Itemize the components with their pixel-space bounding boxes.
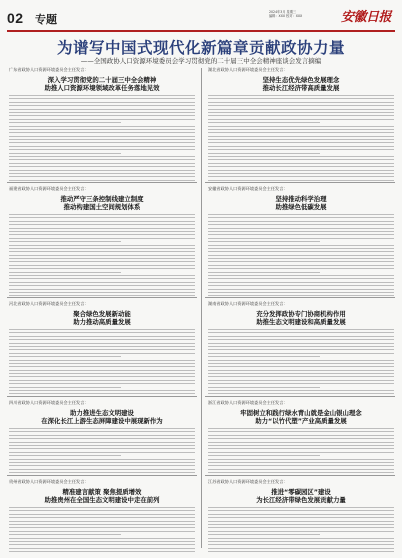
body-text-line — [9, 339, 195, 340]
headline-line: 坚持推动科学治理 — [275, 195, 327, 203]
body-text-line — [208, 142, 394, 143]
body-text-line — [208, 459, 394, 460]
body-text-line — [208, 105, 394, 106]
body-text-line — [9, 136, 195, 137]
article-body — [9, 214, 195, 296]
article-divider — [205, 182, 395, 183]
body-text-line — [9, 452, 195, 453]
headline-line: 为长江经济带绿色发展贡献力量 — [256, 496, 346, 504]
headline-line: 助推贵州在全国生态文明建设中走在前列 — [44, 496, 160, 504]
headline-line: 助推生态文明建设和高质量发展 — [256, 318, 346, 326]
body-text-line — [208, 472, 394, 473]
body-text-line — [208, 136, 394, 137]
body-text-line — [208, 383, 394, 384]
body-text-line — [9, 105, 195, 106]
body-text-line — [208, 98, 394, 99]
article-byline: 福建省政协人口资源环境委员会主任发言： — [9, 186, 89, 191]
body-text-line — [9, 241, 121, 242]
body-text-line — [208, 465, 394, 466]
body-text-line — [9, 442, 195, 443]
body-text-line — [9, 245, 195, 246]
body-text-line — [208, 521, 394, 522]
article-byline: 浙江省政协人口资源环境委员会主任发言： — [208, 400, 288, 405]
body-text-line — [208, 126, 394, 127]
body-text-line — [208, 176, 394, 177]
body-text-line — [9, 228, 195, 229]
body-text-line — [9, 102, 195, 103]
body-text-line — [208, 102, 394, 103]
body-text-line — [208, 349, 394, 350]
body-text-line — [208, 363, 394, 364]
body-text-line — [208, 332, 394, 333]
body-text-line — [9, 173, 195, 174]
body-text-line — [9, 292, 195, 293]
body-text-line — [208, 129, 394, 130]
body-text-line — [208, 524, 394, 525]
body-text-line — [9, 159, 195, 160]
body-text-line — [208, 541, 394, 542]
body-text-line — [208, 109, 394, 110]
article-body — [208, 95, 394, 181]
headline-line: 推动严守三条控制线建立制度 — [60, 195, 144, 203]
headline-line: 坚持生态优先绿色发展理念 — [262, 76, 340, 84]
body-text-line — [9, 343, 195, 344]
body-text-line — [9, 353, 195, 354]
body-text-line — [208, 272, 320, 273]
article-byline: 四川省政协人口资源环境委员会主任发言： — [9, 400, 89, 405]
body-text-line — [208, 360, 394, 361]
article-byline: 湖南省政协人口资源环境委员会主任发言： — [208, 301, 288, 306]
article-byline: 湖北省政协人口资源环境委员会主任发言： — [208, 67, 288, 72]
body-text-line — [9, 445, 195, 446]
body-text-line — [9, 119, 195, 120]
body-text-line — [208, 132, 394, 133]
body-text-line — [9, 336, 195, 337]
article — [208, 301, 394, 397]
body-text-line — [9, 146, 195, 147]
section-name: 专题 — [35, 13, 57, 26]
body-text-line — [208, 336, 394, 337]
body-text-line — [9, 224, 195, 225]
body-text-line — [9, 95, 195, 96]
body-text-line — [9, 538, 195, 539]
article-body — [208, 329, 394, 394]
body-text-line — [208, 122, 320, 123]
body-text-line — [9, 217, 195, 218]
body-text-line — [9, 258, 195, 259]
article — [208, 479, 394, 554]
headline-line: 深入学习贯彻党的二十届三中全会精神 — [47, 76, 157, 84]
body-text-line — [208, 343, 394, 344]
headline-line: 聚合绿色发展新动能 — [73, 310, 131, 318]
article-headline — [9, 409, 195, 425]
body-text-line — [208, 156, 394, 157]
body-text-line — [9, 248, 195, 249]
article-divider — [205, 297, 395, 298]
body-text-line — [9, 163, 195, 164]
body-text-line — [9, 393, 195, 394]
body-text-line — [208, 173, 394, 174]
headline-line: 助推人口资源环境领域改革任务落地见效 — [44, 84, 160, 92]
article — [208, 67, 394, 183]
article-byline: 安徽省政协人口资源环境委员会主任发言： — [208, 186, 288, 191]
body-text-line — [9, 332, 195, 333]
body-text-line — [208, 393, 394, 394]
body-text-line — [208, 159, 394, 160]
body-text-line — [9, 376, 195, 377]
body-text-line — [9, 380, 195, 381]
headline-line: 在深化长江上游生态屏障建设中展现新作为 — [41, 417, 163, 425]
article-divider — [7, 475, 197, 476]
body-text-line — [9, 507, 195, 508]
body-text-line — [9, 510, 195, 511]
body-text-line — [9, 221, 195, 222]
page-subtitle: ——全国政协人口资源环境委员会学习贯彻党的二十届三中全会精神座谈会发言摘编 — [80, 57, 322, 65]
body-text-line — [9, 370, 195, 371]
body-text-line — [9, 551, 195, 552]
body-text-line — [9, 541, 195, 542]
body-text-line — [208, 228, 394, 229]
headline-line: 助力“以竹代塑”产业高质量发展 — [255, 417, 347, 425]
article-divider — [7, 182, 197, 183]
body-text-line — [9, 255, 195, 256]
body-text-line — [9, 387, 121, 388]
body-text-line — [208, 376, 394, 377]
article — [9, 186, 195, 299]
body-text-line — [9, 214, 195, 215]
body-text-line — [208, 285, 394, 286]
headline-line: 助力推动高质量发展 — [73, 318, 131, 326]
body-text-line — [9, 126, 195, 127]
article-body — [9, 329, 195, 394]
body-text-line — [9, 234, 195, 235]
body-text-line — [9, 521, 195, 522]
header-meta-line: 编辑：XXX 校对：XXX — [269, 14, 303, 19]
body-text-line — [208, 217, 394, 218]
body-text-line — [208, 538, 394, 539]
body-text-line — [208, 255, 394, 256]
body-text-line — [208, 517, 394, 518]
body-text-line — [9, 383, 195, 384]
body-text-line — [208, 292, 394, 293]
article-body — [9, 95, 195, 181]
headline-line: 助推绿色低碳发展 — [275, 203, 327, 211]
body-text-line — [208, 548, 394, 549]
article-headline — [208, 409, 394, 425]
body-text-line — [208, 346, 394, 347]
body-text-line — [208, 462, 394, 463]
article-divider — [7, 396, 197, 397]
body-text-line — [208, 469, 394, 470]
body-text-line — [208, 329, 394, 330]
body-text-line — [208, 431, 394, 432]
body-text-line — [9, 261, 195, 262]
body-text-line — [9, 360, 195, 361]
body-text-line — [9, 272, 121, 273]
article-headline — [208, 488, 394, 504]
article-divider — [205, 396, 395, 397]
header-meta-line: 2024年3月 星期三 — [269, 10, 297, 14]
body-text-line — [9, 282, 195, 283]
body-text-line — [208, 146, 394, 147]
body-text-line — [208, 180, 394, 181]
article — [208, 186, 394, 299]
body-text-line — [9, 472, 195, 473]
body-text-line — [9, 231, 195, 232]
body-text-line — [9, 180, 195, 181]
article — [208, 400, 394, 475]
body-text-line — [208, 356, 320, 357]
body-text-line — [9, 390, 195, 391]
article-byline: 贵州省政协人口资源环境委员会主任发言： — [9, 479, 89, 484]
body-text-line — [208, 289, 394, 290]
body-text-line — [208, 435, 394, 436]
body-text-line — [208, 170, 394, 171]
body-text-line — [9, 465, 195, 466]
body-text-line — [208, 251, 394, 252]
headline-line: 助力推进生态文明建设 — [70, 409, 134, 417]
body-text-line — [208, 438, 394, 439]
article-divider — [7, 297, 197, 298]
page-header — [7, 4, 395, 32]
body-text-line — [9, 346, 195, 347]
article-headline — [9, 76, 195, 92]
article-body — [9, 428, 195, 473]
article-byline: 广东省政协人口资源环境委员会主任发言： — [9, 67, 89, 72]
body-text-line — [9, 514, 195, 515]
body-text-line — [208, 112, 394, 113]
body-text-line — [208, 373, 394, 374]
body-text-line — [9, 462, 195, 463]
body-text-line — [208, 248, 394, 249]
article-byline: 江苏省政协人口资源环境委员会主任发言： — [208, 479, 288, 484]
body-text-line — [208, 507, 394, 508]
headline-line: 推进“零碳园区”建设 — [271, 488, 331, 496]
page-title: 为谱写中国式现代化新篇章贡献政协力量 — [56, 39, 345, 57]
body-text-line — [9, 329, 195, 330]
body-text-line — [9, 176, 195, 177]
body-text-line — [208, 353, 394, 354]
body-text-line — [9, 373, 195, 374]
body-text-line — [208, 366, 394, 367]
body-text-line — [9, 153, 121, 154]
body-text-line — [9, 534, 121, 535]
body-text-line — [9, 251, 195, 252]
body-text-line — [208, 119, 394, 120]
body-text-line — [208, 153, 320, 154]
body-text-line — [208, 238, 394, 239]
article — [9, 67, 195, 183]
body-text-line — [208, 214, 394, 215]
article-body — [208, 507, 394, 552]
article-headline — [208, 310, 394, 326]
page-number: 02 — [7, 10, 24, 26]
body-text-line — [9, 109, 195, 110]
body-text-line — [208, 445, 394, 446]
article-body — [9, 507, 195, 552]
headline-line: 精准建言献策 聚焦提质增效 — [62, 488, 142, 496]
body-text-line — [9, 469, 195, 470]
body-text-line — [208, 115, 394, 116]
article — [9, 400, 195, 475]
body-text-line — [9, 122, 121, 123]
article-byline: 河北省政协人口资源环境委员会主任发言： — [9, 301, 89, 306]
body-text-line — [9, 349, 195, 350]
body-text-line — [208, 275, 394, 276]
body-text-line — [9, 268, 195, 269]
body-text-line — [9, 548, 195, 549]
article-headline — [208, 195, 394, 211]
body-text-line — [9, 455, 121, 456]
body-text-line — [9, 517, 195, 518]
body-text-line — [208, 442, 394, 443]
body-text-line — [208, 268, 394, 269]
headline-line: 推动构建国土空间规划体系 — [63, 203, 141, 211]
body-text-line — [208, 95, 394, 96]
body-text-line — [208, 370, 394, 371]
body-text-line — [208, 221, 394, 222]
body-text-line — [9, 98, 195, 99]
body-text-line — [208, 278, 394, 279]
body-text-line — [208, 531, 394, 532]
body-text-line — [208, 339, 394, 340]
body-text-line — [208, 282, 394, 283]
body-text-line — [9, 289, 195, 290]
body-text-line — [208, 163, 394, 164]
body-text-line — [9, 149, 195, 150]
article — [9, 479, 195, 554]
body-text-line — [9, 356, 121, 357]
masthead-logo: 安徽日报 — [341, 10, 392, 25]
body-text-line — [9, 278, 195, 279]
body-text-line — [9, 238, 195, 239]
body-text-line — [9, 285, 195, 286]
header-meta — [269, 10, 329, 19]
body-text-line — [9, 132, 195, 133]
body-text-line — [208, 551, 394, 552]
body-text-line — [208, 428, 394, 429]
body-text-line — [9, 142, 195, 143]
body-text-line — [208, 527, 394, 528]
body-text-line — [208, 245, 394, 246]
body-text-line — [208, 258, 394, 259]
body-text-line — [9, 435, 195, 436]
body-text-line — [9, 524, 195, 525]
body-text-line — [208, 261, 394, 262]
article-headline — [9, 488, 195, 504]
body-text-line — [9, 156, 195, 157]
body-text-line — [9, 139, 195, 140]
body-text-line — [208, 452, 394, 453]
body-text-line — [208, 390, 394, 391]
article-headline — [9, 195, 195, 211]
body-text-line — [9, 431, 195, 432]
body-text-line — [9, 363, 195, 364]
body-text-line — [9, 428, 195, 429]
body-text-line — [208, 387, 320, 388]
article-headline — [208, 76, 394, 92]
body-text-line — [9, 275, 195, 276]
body-text-line — [208, 380, 394, 381]
body-text-line — [208, 224, 394, 225]
headline-line: 充分发挥政协专门协商机构作用 — [256, 310, 346, 318]
article — [9, 301, 195, 397]
body-text-line — [9, 170, 195, 171]
body-text-line — [9, 166, 195, 167]
body-text-line — [208, 149, 394, 150]
body-text-line — [9, 438, 195, 439]
body-text-line — [208, 231, 394, 232]
article-body — [208, 214, 394, 296]
body-text-line — [208, 448, 394, 449]
body-text-line — [9, 129, 195, 130]
body-text-line — [208, 510, 394, 511]
headline-line: 牢固树立和践行绿水青山就是金山银山理念 — [240, 409, 362, 417]
body-text-line — [9, 544, 195, 545]
body-text-line — [208, 455, 320, 456]
body-text-line — [208, 534, 320, 535]
article-divider — [205, 475, 395, 476]
headline-line: 推动长江经济带高质量发展 — [262, 84, 340, 92]
article-body — [208, 428, 394, 473]
body-text-line — [9, 366, 195, 367]
body-text-line — [9, 115, 195, 116]
body-text-line — [208, 544, 394, 545]
body-text-line — [208, 514, 394, 515]
body-text-line — [208, 139, 394, 140]
body-text-line — [9, 527, 195, 528]
body-text-line — [9, 448, 195, 449]
body-text-line — [208, 166, 394, 167]
column-divider — [201, 68, 202, 548]
body-text-line — [9, 459, 195, 460]
body-text-line — [9, 112, 195, 113]
article-headline — [9, 310, 195, 326]
body-text-line — [208, 234, 394, 235]
body-text-line — [9, 265, 195, 266]
body-text-line — [208, 241, 320, 242]
body-text-line — [9, 531, 195, 532]
body-text-line — [208, 265, 394, 266]
